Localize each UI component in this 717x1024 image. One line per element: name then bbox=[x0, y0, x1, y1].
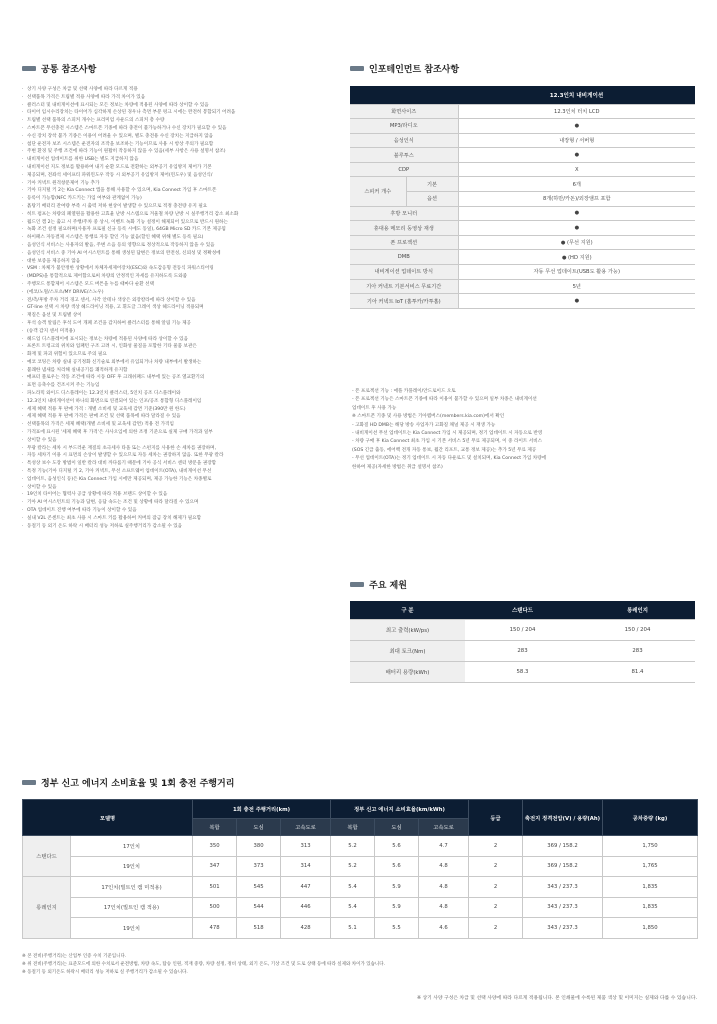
energy-cell-e-hwy: 4.8 bbox=[419, 856, 469, 877]
common-note-item: · 19인치 타이어는 협력사 공급 상황에 따라 적용 브랜드 상이할 수 있음 bbox=[22, 491, 347, 499]
common-note-item: · 무광 칼라는 세차 시 부드러운 재질의 초극세사 타올 또는 스펀지를 사용한 손 세차를 권장하며, bbox=[22, 445, 347, 453]
infotainment-value: ● bbox=[458, 294, 695, 309]
specs-heading bbox=[350, 578, 407, 591]
energy-notes-list bbox=[22, 953, 697, 978]
common-note-item: · 기아 커넥트 원격창문제어 기능 추가 bbox=[22, 180, 347, 188]
infotainment-value: 8개(하만/카돈)/외장앰프 포함 bbox=[458, 192, 695, 207]
energy-cell-r-city: 545 bbox=[237, 877, 281, 898]
common-note-item: · 프론트 트렁크의 위치와 업패턴 구조 고려 시, 인화성 물질을 포함한 기타 물품 보관은 bbox=[22, 343, 347, 351]
specs-title: 주요 제원 bbox=[369, 581, 407, 591]
common-note-item: · 제공되며, 전좌석 세이프티 파워윈도우 작동 시 외부공기 유입방지 제어(윈도우) 및 음성인식/ bbox=[22, 172, 347, 180]
energy-variant: 19인치 bbox=[71, 918, 193, 939]
common-note-item: · 가격표에 표시된 '세제 혜택 후 가격'은 사사오입에 의한 조정 기준으로 실제 구매 가격과 일부 bbox=[22, 429, 347, 437]
infotainment-label: 화면사이즈 bbox=[350, 104, 458, 119]
infotainment-label: CDP bbox=[350, 162, 458, 177]
infotainment-row bbox=[350, 294, 695, 309]
common-note-item: · 세제 혜택 적용 후 판매 가격 : 개별 소비세 및 교육세 감면 기준(390만 원 한도) bbox=[22, 406, 347, 414]
energy-cell-e-comb: 5.4 bbox=[331, 897, 375, 918]
energy-heading bbox=[22, 776, 234, 789]
infotainment-label: MP3/라디오 bbox=[350, 119, 458, 134]
energy-group-label: 롱레인지 bbox=[23, 877, 71, 939]
energy-cell-e-hwy: 4.8 bbox=[419, 877, 469, 898]
common-note-item: · 히트 펌프는 차량의 폐열원을 활용한 고효율 난방 시스템으로 겨울철 차량 난방 시 실주행거리 감소 최소화 bbox=[22, 211, 347, 219]
common-note-item: · 첨단 운전자 보조 시스템은 운전자의 조작을 보조하는 기능이므로 사용 시 항상 주의가 필요함 bbox=[22, 141, 347, 149]
common-note-item: · 불쾌한 냄새를 처리해 실내공기를 쾌적하게 유지함 bbox=[22, 367, 347, 375]
common-note-item: · 특성상 보수 도장 방법이 일반 칼라 대비 까다롭기 때문에 기아 공식 서비스 센터 방문을 권장함 bbox=[22, 460, 347, 468]
common-note-item: · 스마트폰 무선충전 시스템은 스마트폰 기종에 따라 충전이 불가능하거나 수신 장치가 필요할 수 있음 bbox=[22, 125, 347, 133]
infotainment-row bbox=[350, 162, 695, 177]
common-note-item: · (승객 감지 센서 미적용) bbox=[22, 328, 347, 336]
section-bar-icon bbox=[22, 780, 36, 785]
infotainment-row bbox=[350, 206, 695, 221]
energy-header-battery: 축전지 정격전압(V) / 용량(Ah) bbox=[523, 800, 603, 836]
energy-cell-grade: 2 bbox=[469, 877, 523, 898]
common-note-item: · 하이패스 자동결제 시스템은 통행료 자동 할인 기능 없음(할인 혜택 위해 별도 등록 필요) bbox=[22, 234, 347, 242]
energy-cell-battery: 369 / 158.2 bbox=[523, 836, 603, 857]
section-bar-icon bbox=[350, 66, 364, 71]
energy-cell-r-city: 544 bbox=[237, 897, 281, 918]
energy-note-item: ※ 동절기 등 외기온도 하락시 배터리 성능 저하로 실 주행거리가 감소될 수 있습니다. bbox=[22, 970, 188, 976]
energy-cell-r-city: 518 bbox=[237, 918, 281, 939]
energy-variant: 17인치(빌트인 캠 미적용) bbox=[71, 877, 193, 898]
specs-cell: 58.3 bbox=[465, 661, 580, 682]
energy-group-label: 스탠다드 bbox=[23, 836, 71, 877]
energy-cell-grade: 2 bbox=[469, 856, 523, 877]
common-note-item: · 업데이트, 음성인식 등)은 Kia Connect 가입 시에만 제공되며, 제공 가능한 기능은 차종별로 bbox=[22, 476, 347, 484]
common-note-item: · 선택품목의 가격은 세제 혜택(개별 소비세 및 교육세 감면) 적용 전 가격임 bbox=[22, 421, 347, 429]
specs-row bbox=[350, 640, 695, 661]
energy-cell-r-comb: 347 bbox=[193, 856, 237, 877]
common-note-item: · 흙탕기 배터리 잔여량 부족 시 출력 저하 현상이 발생할 수 있으므로 적정 충전량 유지 필요 bbox=[22, 203, 347, 211]
energy-cell-e-city: 5.9 bbox=[375, 897, 419, 918]
energy-row bbox=[23, 897, 698, 918]
infotainment-row bbox=[350, 221, 695, 236]
infotainment-label: 내비게이션 업데이트 방식 bbox=[350, 265, 458, 280]
infotainment-value: 5년 bbox=[458, 279, 695, 294]
energy-cell-e-comb: 5.1 bbox=[331, 918, 375, 939]
energy-sub-highway: 고속도로 bbox=[419, 819, 469, 836]
energy-cell-r-comb: 500 bbox=[193, 897, 237, 918]
common-note-item: · OTA 업데이트 진행 여부에 따라 기능이 상이할 수 있음 bbox=[22, 507, 347, 515]
common-note-item: · GT-line 선택 시 차량 색상 헤드라이닝 적용, 고 휘도글 그레이 색상 헤드라이닝 적용되며 bbox=[22, 304, 347, 312]
infotainment-note-item: (SOS 긴급 출동, 에어백 전개 자동 통보, 월간 리포트, 교통 정보 제공)는 추가 5년 무료 제공 bbox=[352, 447, 537, 453]
energy-cell-e-hwy: 4.6 bbox=[419, 918, 469, 939]
specs-row bbox=[350, 661, 695, 682]
bottom-disclaimer: ※ 상기 사양 구성은 차급 및 선택 사양에 따라 다르게 적용됩니다. 본 인쇄물에 수록된 제품 색상 및 이미지는 실제와 다를 수 있습니다. bbox=[416, 996, 697, 1001]
common-note-item: · 파노라믹 와이드 디스플레이는 12.3인치 클러스터, 5인치 공조 디스플레이와 bbox=[22, 390, 347, 398]
energy-cell-weight: 1,750 bbox=[603, 836, 698, 857]
energy-cell-r-city: 373 bbox=[237, 856, 281, 877]
infotainment-value: 내장형 / 서버형 bbox=[458, 133, 695, 148]
energy-header-range: 1회 충전 주행거리(km) bbox=[193, 800, 331, 819]
energy-cell-r-city: 380 bbox=[237, 836, 281, 857]
energy-cell-battery: 343 / 237.3 bbox=[523, 877, 603, 898]
infotainment-value: ● bbox=[458, 148, 695, 163]
common-note-item: · 상이할 수 있음 bbox=[22, 484, 347, 492]
infotainment-value: 자동 무선 업데이트(USB도 활용 가능) bbox=[458, 265, 695, 280]
energy-table bbox=[22, 799, 698, 939]
infotainment-value: X bbox=[458, 162, 695, 177]
specs-table bbox=[350, 601, 695, 683]
common-note-item: · 음성인식 서비스 중 기아 AI 어시스턴트를 통해 생성된 답변은 정보의 완전성, 신뢰성 및 정확성에 bbox=[22, 250, 347, 258]
common-note-item: · 화재 및 파괴 위험이 있으므로 주의 필요 bbox=[22, 351, 347, 359]
energy-row bbox=[23, 856, 698, 877]
infotainment-title: 인포테인먼트 참조사항 bbox=[369, 65, 460, 75]
energy-header-grade: 등급 bbox=[469, 800, 523, 836]
common-note-item: · VSM : 차체가 불안정한 상황에서 차체자세제어장치(ESC)와 속도감응형 전동식 파워스티어링 bbox=[22, 265, 347, 273]
energy-row bbox=[23, 877, 698, 898]
energy-cell-battery: 343 / 237.3 bbox=[523, 897, 603, 918]
energy-cell-weight: 1,765 bbox=[603, 856, 698, 877]
common-note-item: · 주행모드 통합제어 시스템은 모드 버튼을 누를 때마다 순환 선택 bbox=[22, 281, 347, 289]
infotainment-note-item: 업데이트 후 사용 가능 bbox=[352, 405, 397, 411]
energy-cell-grade: 2 bbox=[469, 836, 523, 857]
specs-cell: 81.4 bbox=[580, 661, 695, 682]
infotainment-note-item: - 폰 프로젝션 기능은 스마트폰 기종에 따라 이용이 불가할 수 있으며 일부 차종은 내비게이션 bbox=[352, 397, 537, 403]
common-note-item: · 재질은 옵션 및 트림별 상이 bbox=[22, 312, 347, 320]
infotainment-row bbox=[350, 177, 695, 192]
infotainment-value: ● bbox=[458, 119, 695, 134]
infotainment-sub-label: 옵션 bbox=[406, 192, 458, 207]
infotainment-label: 블루투스 bbox=[350, 148, 458, 163]
energy-cell-r-comb: 350 bbox=[193, 836, 237, 857]
energy-cell-battery: 343 / 237.3 bbox=[523, 918, 603, 939]
specs-cell: 150 / 204 bbox=[465, 619, 580, 640]
energy-variant: 17인치 bbox=[71, 836, 193, 857]
infotainment-note-item: - 차량 구매 후 Kia Connect 최초 가입 시 기본 서비스 5년 무료 제공되며, 이 중 라이트 서비스 bbox=[352, 439, 543, 445]
infotainment-label: 휴대용 메모리 동영상 재생 bbox=[350, 221, 458, 236]
infotainment-notes-list bbox=[352, 388, 697, 472]
energy-cell-e-hwy: 4.8 bbox=[419, 897, 469, 918]
common-note-item: · 실내 V2L 콘센트는 최초 사용 시 스마트 키를 활용하여 커버의 잠금 장치 해제가 필요함 bbox=[22, 515, 347, 523]
common-note-item: · 수신 장치 장착 불가 기종은 이용이 어려울 수 있으며, 별도 충전용 수신 장치는 지급하지 않음 bbox=[22, 133, 347, 141]
infotainment-row bbox=[350, 279, 695, 294]
common-note-item: · 예코 코팅은 차량 실내 공기정화 신기술로 외부에서 유입되거나 차량 내부에서 발생하는 bbox=[22, 359, 347, 367]
energy-variant: 17인치(빌트인 캠 적용) bbox=[71, 897, 193, 918]
energy-title: 정부 신고 에너지 소비효율 및 1회 충전 주행거리 bbox=[41, 779, 235, 789]
common-notes-title: 공통 참조사항 bbox=[41, 65, 97, 75]
infotainment-table bbox=[350, 86, 695, 309]
infotainment-note-item: - 고화질 HD DMB는 해당 방송 사업자가 고화질 채널 제공 시 재생 가능 bbox=[352, 422, 496, 428]
energy-row bbox=[23, 836, 698, 857]
common-note-item: · 상이할 수 있음 bbox=[22, 437, 347, 445]
infotainment-row bbox=[350, 250, 695, 265]
common-note-item: · 세제 혜택 적용 후 판매 가격은 판매 조건 및 선택 품목에 따라 달라질 수 있음 bbox=[22, 413, 347, 421]
infotainment-sub-label: 기본 bbox=[406, 177, 458, 192]
common-note-item: · 기아 AI 어시스턴트의 기능과 답변, 응답 속도는 조건 및 상황에 따라 달라질 수 있으며 bbox=[22, 499, 347, 507]
common-note-item: · 음성인식 서비스는 사용자의 발음, 주변 소음 등의 영향으로 정상적으로 작동하지 않을 수 있음 bbox=[22, 242, 347, 250]
energy-cell-r-comb: 501 bbox=[193, 877, 237, 898]
energy-cell-r-hwy: 447 bbox=[281, 877, 331, 898]
infotainment-row bbox=[350, 133, 695, 148]
specs-cell: 150 / 204 bbox=[580, 619, 695, 640]
energy-variant: 19인치 bbox=[71, 856, 193, 877]
common-note-item: · 주변 환경 및 주행 조건에 따라 기능이 원활히 작동하지 않을 수 있음(세부 사항은 사용 설명서 참조) bbox=[22, 148, 347, 156]
energy-cell-e-city: 5.5 bbox=[375, 918, 419, 939]
energy-sub-city: 도심 bbox=[375, 819, 419, 836]
energy-cell-weight: 1,835 bbox=[603, 877, 698, 898]
energy-header-model: 모델명 bbox=[23, 800, 193, 836]
common-note-item: · 매프터 블로우는 작동 조건에 따라 시동 OFF 후 크래쉬패드 내부에 있는 공조 열교환기의 bbox=[22, 374, 347, 382]
energy-cell-r-hwy: 313 bbox=[281, 836, 331, 857]
common-note-item: · 12.3인치 내비게이션이 하나의 화면으로 연결되어 있는 인포/공조 통합형 디스플레이임 bbox=[22, 398, 347, 406]
infotainment-value: 12.3인치 터치 LCD bbox=[458, 104, 695, 119]
infotainment-label: 폰 프로젝션 bbox=[350, 235, 458, 250]
infotainment-label: 기아 커넥트 기본서비스 무료기간 bbox=[350, 279, 458, 294]
energy-cell-r-comb: 478 bbox=[193, 918, 237, 939]
infotainment-note-item: - 무선 업데이트(OTA)는 정기 업데이트 시 자동 다운로드 및 설치되며, Kia Connect 가입 차량에 bbox=[352, 456, 547, 462]
common-note-item: · 자동 세차기 이용 시 표면의 손상이 발생할 수 있으므로 자동 세차는 권장하지 않음. 또한 무광 칼라 bbox=[22, 452, 347, 460]
common-note-item: · 내비게이션 지도 정보를 활용하여 내기 순환 모드로 전환하는 외부공기 유입방지 제어가 기본 bbox=[22, 164, 347, 172]
infotainment-label: 기아 커넥트 IoT (홈투카/카투홈) bbox=[350, 294, 458, 309]
energy-cell-e-hwy: 4.7 bbox=[419, 836, 469, 857]
specs-cell: 배터리 용량(kWh) bbox=[350, 661, 465, 682]
infotainment-note-item: 한하여 제공(자세한 방법은 취급 설명서 참조) bbox=[352, 464, 443, 470]
energy-cell-e-comb: 5.4 bbox=[331, 877, 375, 898]
energy-header-weight: 공차중량 (kg) bbox=[603, 800, 698, 836]
energy-cell-battery: 369 / 158.2 bbox=[523, 856, 603, 877]
infotainment-row bbox=[350, 148, 695, 163]
common-note-item: · (에코/노멀/스포츠/MY DRIVE/스노우) bbox=[22, 289, 347, 297]
common-note-item: · 특정 기능(기아 디지털 키 2, 기아 커넥트, 무선 소프트웨어 업데이트(OTA), 내비게이션 무선 bbox=[22, 468, 347, 476]
energy-cell-r-hwy: 428 bbox=[281, 918, 331, 939]
energy-cell-r-hwy: 314 bbox=[281, 856, 331, 877]
common-note-item: · 월드인 캠 2는 출고 시 주행/주차 중 상시, 이벤트 녹화 기능 설정이 해제되어 있으므로 반드시 원하는 bbox=[22, 219, 347, 227]
energy-sub-city: 도심 bbox=[237, 819, 281, 836]
infotainment-value: ● bbox=[458, 206, 695, 221]
common-note-item: · 전/측/후방 주차 거리 경고 센서, 사각 안테나 색상은 외장칼라에 따라 상이할 수 있음 bbox=[22, 297, 347, 305]
common-note-item: · 등록이 가능함(NFC 카드키는 가입 여부와 관계없이 가능) bbox=[22, 195, 347, 203]
common-note-item: · 타이어 임시수리장치는 타이어가 심각하게 손상된 경우나 측면 부분 펑크 시에는 완전히 봉합되기 어려움 bbox=[22, 109, 347, 117]
energy-cell-e-city: 5.9 bbox=[375, 877, 419, 898]
common-note-item: · 표면 응축수를 건조시켜 주는 기능임 bbox=[22, 382, 347, 390]
infotainment-label: 후방 모니터 bbox=[350, 206, 458, 221]
common-note-item: · 대한 보증을 제공하지 않음 bbox=[22, 258, 347, 266]
infotainment-label: DMB bbox=[350, 250, 458, 265]
infotainment-header-blank bbox=[350, 86, 458, 104]
infotainment-group-label: 스피커 개수 bbox=[350, 177, 406, 206]
infotainment-label: 음성인식 bbox=[350, 133, 458, 148]
energy-sub-combined: 복합 bbox=[193, 819, 237, 836]
common-note-item: · 헤드업 디스플레이에 표시되는 정보는 차량에 적용된 사양에 따라 상이할 수 있음 bbox=[22, 336, 347, 344]
specs-cell: 최대 토크(Nm) bbox=[350, 640, 465, 661]
energy-cell-r-hwy: 446 bbox=[281, 897, 331, 918]
common-note-item: · 트림별 선택 품목의 스피커 개수는 프리미엄 사운드의 스피커 총 수량 bbox=[22, 117, 347, 125]
specs-cell: 283 bbox=[580, 640, 695, 661]
energy-cell-e-city: 5.6 bbox=[375, 836, 419, 857]
energy-row bbox=[23, 918, 698, 939]
specs-row bbox=[350, 619, 695, 640]
infotainment-value: 6개 bbox=[458, 177, 695, 192]
common-note-item: · 녹화 조건 설정 필요하며(사용자 프로필 신규 등록 시에도 동일), 64GB Micro SD 카드 기본 제공됨 bbox=[22, 226, 347, 234]
infotainment-value: ● bbox=[458, 221, 695, 236]
energy-note-item: ※ 본 전비(주행거리)는 산업부 인증 수치 기준입니다. bbox=[22, 954, 127, 959]
energy-sub-combined: 복합 bbox=[331, 819, 375, 836]
common-note-item: · 선택품목 가격은 트림별 적용 사양에 따라 가격 차이가 있음 bbox=[22, 94, 347, 102]
common-notes-heading bbox=[22, 62, 96, 75]
common-note-item: · 클러스터 및 내비게이션에 표시되는 모든 정보는 차량에 적용된 사양에 따라 상이할 수 있음 bbox=[22, 102, 347, 110]
infotainment-row bbox=[350, 104, 695, 119]
section-bar-icon bbox=[22, 66, 36, 71]
energy-note-item: ※ 위 전비(주행거리)는 표준모드에 의한 수치로서 운전방법, 차량 속도, 탑승 인원, 적재 중량, 차량 설정, 정비 상태, 외기 온도, 기상 조건 및 도로 상태 등에 따라 실제와 차이가 있습니다. bbox=[22, 962, 386, 968]
infotainment-header: 12.3인치 내비게이션 bbox=[458, 86, 695, 104]
common-note-item: · 동절기 등 외기 온도 하락 시 배터리 성능 저하로 실주행거리가 감소될 수 있음 bbox=[22, 523, 347, 531]
energy-cell-grade: 2 bbox=[469, 897, 523, 918]
energy-cell-weight: 1,850 bbox=[603, 918, 698, 939]
infotainment-note-item: ※ 스마트폰 기종 및 사용 방법은 기아멤버스(members.kia.com)에서 확인 bbox=[352, 414, 505, 420]
infotainment-note-item: - 폰 프로젝션 기능 : 애플 카플레이/안드로이드 오토 bbox=[352, 389, 456, 394]
common-note-item: · 내비게이션 업데이트를 위한 USB는 별도 지급하지 않음 bbox=[22, 156, 347, 164]
common-note-item: · 기아 디지털 키 2는 Kia Connect 앱을 통해 사용할 수 있으며, Kia Connect 가입 후 스마트폰 bbox=[22, 187, 347, 195]
specs-cell: 최고 출력(kW/ps) bbox=[350, 619, 465, 640]
infotainment-heading bbox=[350, 62, 459, 75]
specs-header-standard: 스탠다드 bbox=[465, 601, 580, 619]
energy-header-efficiency: 정부 신고 에너지 소비효율(km/kWh) bbox=[331, 800, 469, 819]
energy-cell-e-comb: 5.2 bbox=[331, 856, 375, 877]
energy-cell-weight: 1,835 bbox=[603, 897, 698, 918]
common-note-item: · 상기 사양 구성은 차급 및 선택 사양에 따라 다르게 적용 bbox=[22, 86, 347, 94]
infotainment-row bbox=[350, 119, 695, 134]
section-bar-icon bbox=[350, 582, 364, 587]
specs-header-category: 구 분 bbox=[350, 601, 465, 619]
infotainment-row bbox=[350, 265, 695, 280]
common-note-item: · (MDPS)을 통합적으로 제어함으로써 차량의 안정적인 자세를 유지하도록 도와줌 bbox=[22, 273, 347, 281]
energy-cell-e-city: 5.6 bbox=[375, 856, 419, 877]
infotainment-row bbox=[350, 235, 695, 250]
energy-cell-e-comb: 5.2 bbox=[331, 836, 375, 857]
common-note-item: · 후석 승객 알림은 후석 도어 개폐 조건을 감지하여 클러스터를 통해 알림 기능 제공 bbox=[22, 320, 347, 328]
common-notes-list bbox=[22, 86, 347, 530]
infotainment-value: ● (HD 지원) bbox=[458, 250, 695, 265]
energy-cell-grade: 2 bbox=[469, 918, 523, 939]
infotainment-value: ● (무선 지원) bbox=[458, 235, 695, 250]
specs-cell: 283 bbox=[465, 640, 580, 661]
infotainment-note-item: - 내비게이션 무선 업데이트는 Kia Connect 가입 시 제공되며, 정기 업데이트 시 자동으로 반영 bbox=[352, 431, 543, 437]
specs-header-longrange: 롱레인지 bbox=[580, 601, 695, 619]
energy-sub-highway: 고속도로 bbox=[281, 819, 331, 836]
